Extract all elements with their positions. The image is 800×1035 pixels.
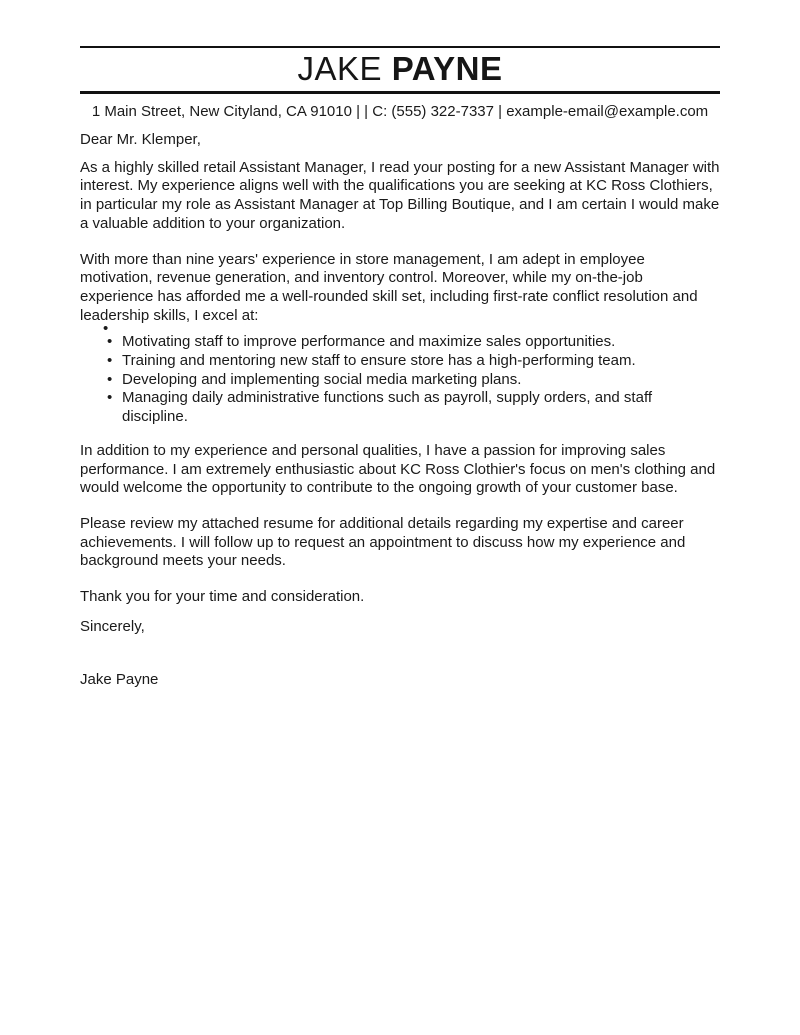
letter-header bbox=[80, 46, 720, 120]
paragraph-resume-followup: Please review my attached resume for additional details regarding my expertise and career achievements. I will follow up to request an appointment to discuss how my experience and background meets your needs. bbox=[80, 514, 686, 570]
candidate-first-name: JAKE bbox=[297, 50, 383, 87]
header-bottom-rule bbox=[80, 91, 720, 94]
skills-list-item: • Managing daily administrative functions such as payroll, supply orders, and staff discipline. bbox=[107, 389, 720, 426]
signoff: Sincerely, bbox=[80, 617, 145, 635]
paragraph-thanks: Thank you for your time and consideration. bbox=[80, 588, 365, 606]
signature-name: Jake Payne bbox=[80, 671, 159, 689]
skills-list-item: • Motivating staff to improve performance and maximize sales opportunities. bbox=[107, 333, 720, 352]
skills-list bbox=[80, 333, 720, 427]
candidate-name bbox=[80, 50, 720, 88]
salutation: Dear Mr. Klemper, bbox=[80, 131, 201, 148]
header-top-rule bbox=[80, 46, 720, 48]
letter-body bbox=[80, 131, 720, 690]
skills-list-item: • Training and mentoring new staff to ensure store has a high-performing team. bbox=[107, 352, 720, 371]
contact-line: 1 Main Street, New Cityland, CA 91010 | | C: (555) 322-7337 | example-email@example.com bbox=[91, 103, 709, 120]
paragraph-introduction: As a highly skilled retail Assistant Manager, I read your posting for a new Assistant Manager with interest. My experience aligns well with the qualifications you are seeking at KC Ross Clothiers, in particular my role as Assistant Manager at Top Billing Boutique, and I am certain I would make a valuable addition to your organization. bbox=[80, 158, 720, 232]
skills-list-item: • Developing and implementing social media marketing plans. bbox=[107, 371, 720, 390]
paragraph-passion: In addition to my experience and personal qualities, I have a passion for improving sales performance. I am extremely enthusiastic about KC Ross Clothier's focus on men's clothing and would welcome the opportunity to contribute to the ongoing growth of your customer base. bbox=[80, 441, 716, 497]
empty-bullet bbox=[80, 325, 720, 333]
paragraph-experience: With more than nine years' experience in store management, I am adept in employee motivation, revenue generation, and inventory control. Moreover, while my on-the-job experience has afforded me a well-rounded skill set, including first-rate conflict resolution and leadership skills, I excel at: bbox=[80, 250, 698, 324]
candidate-last-name: PAYNE bbox=[391, 50, 503, 87]
